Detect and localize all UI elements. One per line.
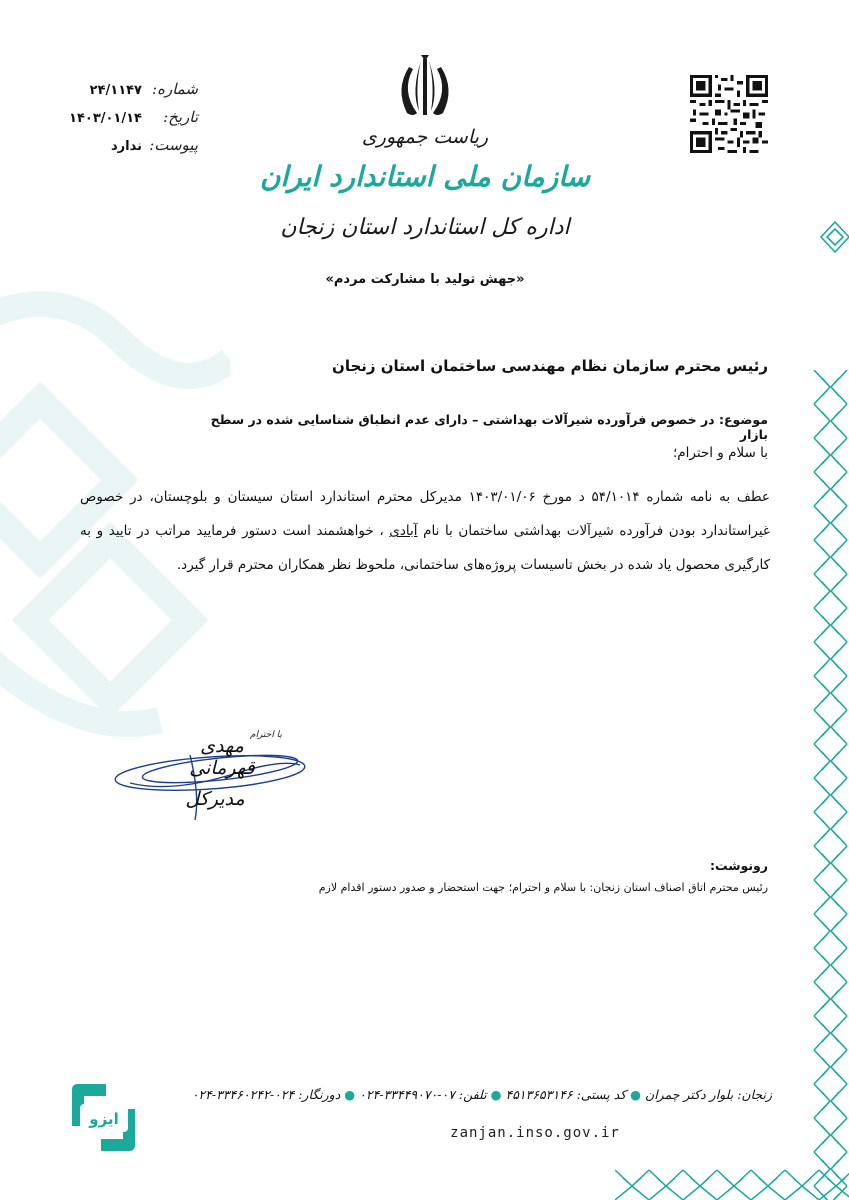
organization-title: سازمان ملی استاندارد ایران <box>259 160 591 193</box>
border-pattern-bottom <box>615 1150 849 1200</box>
footer-address: زنجان: بلوار دکتر چمران <box>645 1087 772 1102</box>
department-title: اداره کل استاندارد استان زنجان <box>280 215 570 240</box>
letter-number-row <box>58 80 198 102</box>
bullet-icon: ● <box>344 1087 356 1102</box>
letter-date-value: ۱۴۰۳/۰۱/۱۴ <box>69 111 142 126</box>
subject-text: در خصوص فرآورده شیرآلات بهداشتی – دارای عدم انطباق شناسایی شده در سطح بازار <box>210 412 768 442</box>
greeting: با سلام و احترام؛ <box>672 445 768 461</box>
letter-date-row <box>58 108 198 130</box>
bullet-icon: ● <box>630 1087 642 1102</box>
signatory-name: مهدی قهرمانی <box>189 735 255 779</box>
bullet-icon: ● <box>490 1087 502 1102</box>
presidency-title: ریاست جمهوری <box>361 126 489 148</box>
letter-body-paragraph <box>80 480 770 582</box>
iran-emblem-icon <box>385 55 465 125</box>
paragraph-text-continued: ، خواهشمند است دستور فرمایید مراتب در تایید و به کارگیری محصول یاد شده در بخش تاسیسات پروژه‌های ساختمانی، ملحوظ نظر همکاران محترم قرار گیرد. <box>80 523 770 573</box>
subject-label: موضوع: <box>718 412 768 427</box>
slogan: «جهش تولید با مشارکت مردم» <box>325 272 525 287</box>
footer-fax: دورنگار: ۰۲۴-۳۳۴۶۰۲۴۲-۰۲۴ <box>191 1087 341 1102</box>
letter-metadata <box>58 80 198 164</box>
qr-code <box>690 75 768 153</box>
inso-logo-text: ایزو <box>89 1110 119 1128</box>
letter-date-label: تاریخ: <box>163 108 198 126</box>
letter-attachment-row <box>58 136 198 158</box>
recipient: رئیس محترم سازمان نظام مهندسی ساختمان استان زنجان <box>332 357 768 375</box>
footer-contact <box>191 1087 772 1102</box>
letter-number-value: ۲۴/۱۱۴۷ <box>89 83 142 98</box>
cc-text: رئیس محترم اتاق اصناف استان زنجان: با سلام و احترام؛ جهت استحضار و صدور دستور اقدام لازم <box>318 881 768 894</box>
footer-postal-code: کد پستی: ۴۵۱۳۶۵۳۱۴۶ <box>505 1087 627 1102</box>
footer-website-link[interactable]: zanjan.inso.gov.ir <box>450 1125 620 1141</box>
letter-attachment-label: پیوست: <box>149 136 198 154</box>
paragraph-text: عطف به نامه شماره ۵۴/۱۰۱۴ د مورخ ۱۴۰۳/۰۱/۰۶ مدیرکل محترم استاندارد استان سیستان و بلوچستان، در خصوص غیراستاندارد بودن فرآورده شیرآلات بهداشتی ساختمان با نام <box>80 489 770 539</box>
brand-name: آبادی <box>389 523 418 539</box>
cc-label: رونوشت: <box>709 858 768 873</box>
letter-number-label: شماره: <box>152 80 198 98</box>
signature-respect: با احترام <box>250 730 282 740</box>
letter-attachment-value: ندارد <box>110 139 142 154</box>
inso-logo-icon <box>66 1080 141 1155</box>
footer-phone: تلفن: ۰۷-۳۳۴۴۹۰۷۰-۰۲۴ <box>359 1087 487 1102</box>
border-ornament <box>815 212 849 262</box>
subject-line <box>200 412 768 442</box>
signatory-title: مدیرکل <box>185 788 245 810</box>
border-pattern <box>812 370 849 1200</box>
